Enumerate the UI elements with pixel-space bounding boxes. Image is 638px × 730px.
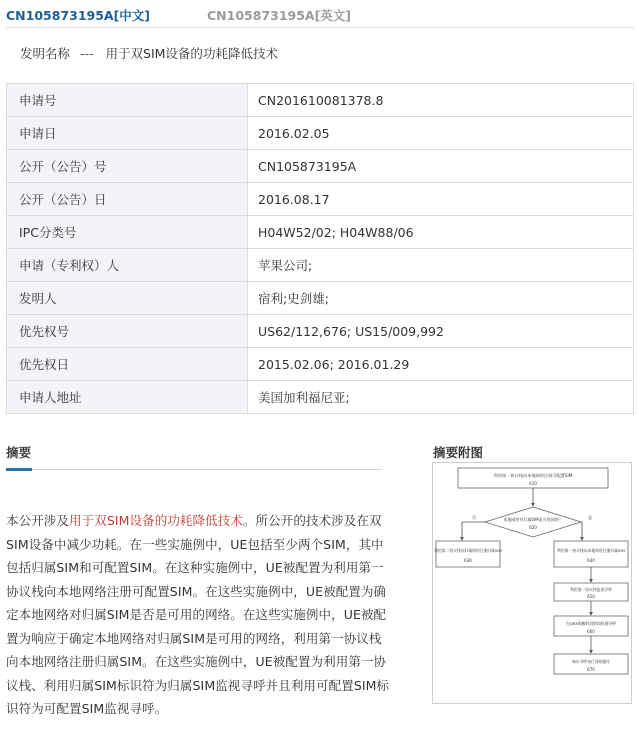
field-value: 美国加利福尼亚;	[248, 381, 634, 414]
invention-title-row	[20, 44, 278, 62]
abstract-prefix: 本公开涉及	[6, 513, 70, 528]
tab-divider	[6, 27, 634, 28]
abstract-divider	[6, 469, 382, 470]
table-row	[7, 117, 634, 150]
title-separator: ---	[80, 46, 94, 61]
flow-step-650-number: 650	[587, 594, 595, 599]
flow-step-670-number: 670	[587, 667, 595, 672]
flow-step-660-number: 660	[587, 629, 595, 634]
tab-chinese[interactable]: CN105873195A[中文]	[6, 8, 151, 23]
flow-branch-yes: 是	[588, 515, 592, 520]
flow-branch-no: 否	[472, 515, 476, 520]
flow-step-610-number: 610	[529, 481, 537, 486]
bibliographic-table	[6, 83, 634, 414]
flow-step-640-text: 利用第一协议栈向本地网络注册归属SIM	[557, 548, 625, 553]
table-row	[7, 249, 634, 282]
field-label: 优先权日	[7, 348, 248, 381]
field-label: 优先权号	[7, 315, 248, 348]
flow-step-630	[436, 541, 500, 567]
tab-english[interactable]: CN105873195A[英文]	[207, 8, 352, 23]
table-row	[7, 216, 634, 249]
abstract-text	[6, 509, 394, 721]
flow-step-610-text: 利用第一协议栈向本地网络注册可配置SIM	[493, 473, 573, 478]
field-label: 申请日	[7, 117, 248, 150]
flow-step-650-text: 利用第一协议栈监视寻呼	[570, 587, 612, 592]
field-label: 申请号	[7, 84, 248, 117]
flow-step-660-text: 在DRX唤醒时段期间检测寻呼	[566, 621, 616, 626]
flow-step-630-number: 630	[464, 558, 472, 563]
table-row	[7, 315, 634, 348]
field-value: 2016.02.05	[248, 117, 634, 150]
field-label: 申请（专利权）人	[7, 249, 248, 282]
flow-decision-620-text: 本地网络对归属SIM是可用网络？	[503, 517, 563, 522]
flow-step-640-number: 640	[587, 558, 595, 563]
field-value: H04W52/02; H04W88/06	[248, 216, 634, 249]
field-value: 宿利;史剑雄;	[248, 282, 634, 315]
table-row	[7, 282, 634, 315]
field-value: US62/112,676; US15/009,992	[248, 315, 634, 348]
abstract-divider-accent	[6, 468, 32, 471]
flow-step-630-text: 利用第二协议栈向归属网络注册归属SIM	[434, 548, 502, 553]
invention-title-value: 用于双SIM设备的功耗降低技术	[105, 46, 278, 61]
invention-title-label: 发明名称	[20, 46, 71, 61]
field-value: CN105873195A	[248, 150, 634, 183]
table-row	[7, 183, 634, 216]
table-row	[7, 381, 634, 414]
field-value: CN201610081378.8	[248, 84, 634, 117]
flow-step-640	[554, 541, 628, 567]
field-label: 申请人地址	[7, 381, 248, 414]
flow-decision-620-number: 620	[529, 525, 537, 530]
table-row	[7, 150, 634, 183]
abstract-figure-heading: 摘要附图	[433, 445, 484, 460]
language-tabs	[0, 0, 638, 28]
field-value: 2015.02.06; 2016.01.29	[248, 348, 634, 381]
abstract-body: 。所公开的技术涉及在双SIM设备中减少功耗。在一些实施例中，UE包括至少两个SIM，其中包括归属SIM和可配置SIM。在这种实施例中，UE被配置为利用第一协议栈向本地网络注册可配置SIM。在这些实施例中，UE被配置为确定本地网络对归属SIM是否是可用的网络。在这些实施例中，UE被配置为响应于确定本地网络对归属SIM是可用的网络，利用第一协议栈向本地网络注册归属SIM。在这些实施例中，UE被配置为利用第一协议栈、利用归属SIM标识符为归属SIM监视寻呼并且利用可配置SIM标识符为可配置SIM监视寻呼。	[6, 513, 390, 716]
field-label: 发明人	[7, 282, 248, 315]
field-value: 2016.08.17	[248, 183, 634, 216]
table-row	[7, 84, 634, 117]
field-label: 公开（公告）日	[7, 183, 248, 216]
table-row	[7, 348, 634, 381]
flowchart	[432, 462, 632, 704]
flow-step-670-text: 响应寻呼执行网络操作	[572, 659, 610, 664]
abstract-figure[interactable]	[432, 462, 632, 704]
abstract-heading: 摘要	[6, 445, 32, 460]
field-label: IPC分类号	[7, 216, 248, 249]
field-value: 苹果公司;	[248, 249, 634, 282]
abstract-highlight: 用于双SIM设备的功耗降低技术	[69, 513, 243, 528]
field-label: 公开（公告）号	[7, 150, 248, 183]
